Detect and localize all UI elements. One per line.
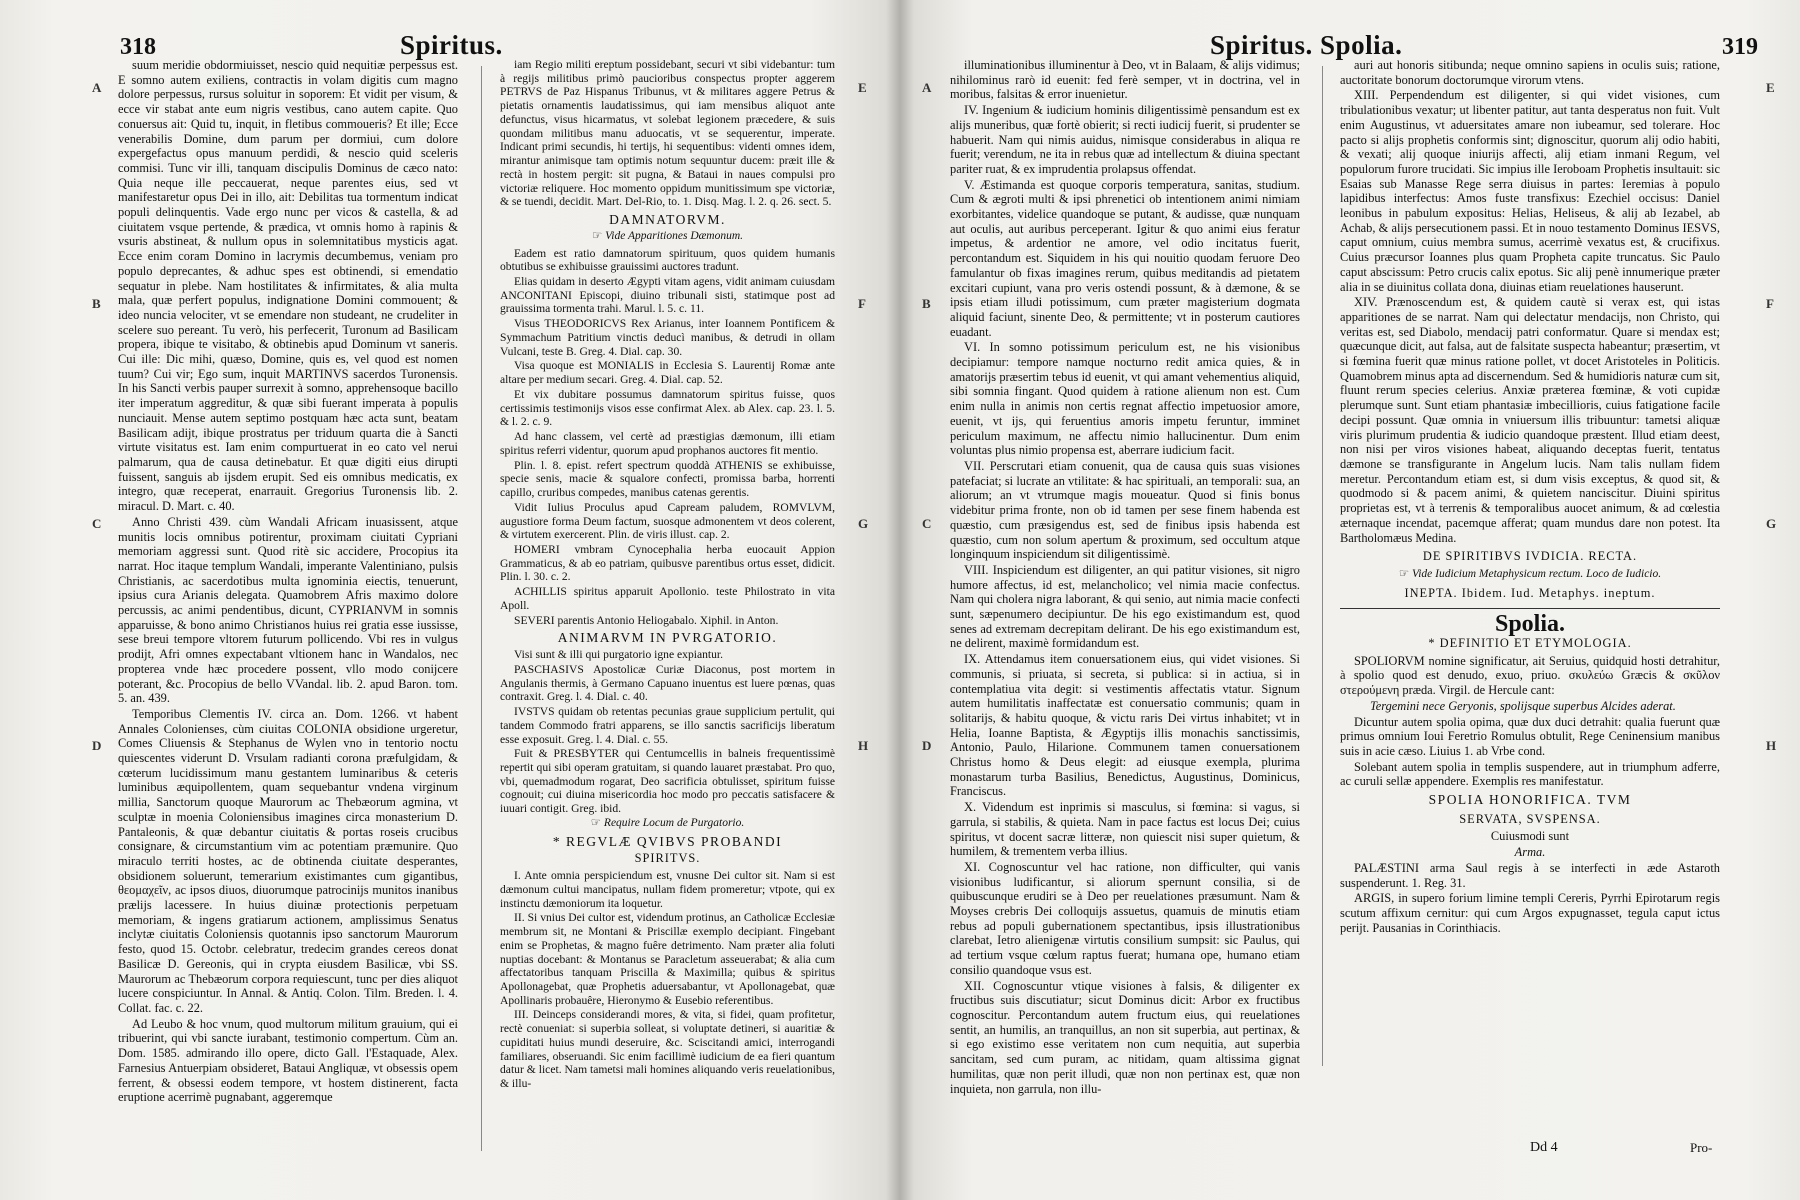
margin-letter: H (1766, 738, 1777, 753)
margin-letter: C (922, 516, 932, 531)
left-column-2 (500, 58, 835, 1092)
page-number-left: 318 (120, 34, 156, 60)
margin-letter: F (1766, 296, 1774, 311)
paragraph: Dicuntur autem spolia opima, quæ dux duci detrahit: qualia fuerunt quæ primus omnium Ioui Feretrio Romulus obtulit, Rege Ceninensium manibus suis in acie cæso. Liuius 1. ab Vrbe cond. (1340, 714, 1720, 758)
section-heading: SERVATA, SVSPENSA. (1459, 811, 1601, 826)
section-heading: SPIRITVS. (634, 851, 701, 866)
paragraph: Visa quoque est MONIALIS in Ecclesia S. Laurentij Romæ ante altare per medium secari. Greg. 4. Dial. cap. 52. (500, 359, 835, 387)
section-heading: INEPTA. Ibidem. Iud. Metaphys. ineptum. (1404, 585, 1656, 600)
paragraph: VI. In somno potissimum periculum est, ne his visionibus decipiamur: tempore namque nocturno redit amica quies, & in amatorijs præsertim tebus id euenit, vt qui amant vehementius aliquid, sibi somnia fingant. Quod quidem à ratione alienum non est. Cum enim nulla in animis non certis regnat affectio impetuosior amore, euenit, vt ijs, qui feruentius amoris impetu feruntur, imminet periculum maximum, ne affectu nimio hallucinentur. Dum enim voluntas plus nimio propensa est, aberrare iudicium facit. (950, 340, 1300, 458)
cross-reference: ☞ Vide Iudicium Metaphysicum rectum. Loco de Iudicio. (1340, 567, 1720, 582)
paragraph: illuminationibus illuminentur à Deo, vt in Balaam, & alijs vidimus; nihilominus rarò id euenit: fed ferè semper, vt in doctrina, vel in moribus, falsitas & error inuenietur. (950, 58, 1300, 102)
paragraph: Vidit Iulius Proculus apud Capream paludem, ROMVLVM, augustiore forma Deum factum, suosque admonentem vt deos colerent, & virtutem exercerent. Plin. de viris illust. cap. 2. (500, 500, 835, 542)
paragraph: Elias quidam in deserto Ægypti vitam agens, vidit animam cuiusdam ANCONITANI Episcopi, diuino tribunali sisti, statimque post ad grauissima tormenta trahi. Marul. l. 5. c. 11. (500, 275, 835, 316)
paragraph: Eadem est ratio damnatorum spirituum, quos quidem humanis obtutibus se exhibuisse grauissimi auctores tradunt. (500, 246, 835, 274)
section-heading: * DEFINITIO ET ETYMOLOGIA. (1428, 636, 1632, 651)
paragraph: II. Si vnius Dei cultor est, videndum protinus, an Catholicæ Ecclesiæ membrum sit, ne Montani & Priscillæ exemplo decipiant. Fingebant enim se Prophetas, & magno fuêre detrimento. Nam præter alia foluti nuptias docebant: & Montanus se Paracletum asseuerabat; & alia cum affectatoribus tanquam Priscilla & Maximilla; quibus & spiritus Apollonagebat, quæ Prophetis aduersabantur, vt Apollonagebat, quæ Apollinaris probauêre, Hieronymo & Eusebio referentibus. (500, 911, 835, 1007)
paragraph: III. Deinceps considerandi mores, & vita, si fidei, quam profitetur, rectè conueniat: si superbia solleat, si voluptate detineri, si auaritiæ & cupiditati huius mundi deseruire, &c. Sciscitandi amici, interrogandi familiares, obseruandi. Sic enim facillimè iudicium de ea fieri quantum datur & licet. Nam tametsi mali homines aliquando veris reuelationibus, & illu- (500, 1008, 835, 1091)
left-column-1 (118, 58, 458, 1106)
paragraph: VIII. Inspiciendum est diligenter, an qui patitur visiones, sit nigro humore affectus, id est, melancholico; vel nimia macie confectus. Nam qui cholera nigra laborant, & qui senio, aut nimia macie confecti sunt, sæpenumero decipiuntur. De his ego existimandum est, quod senes ad extremam decrepitam delirant. De his ego existimandum est, ne delirent, maximè formidandum est. (950, 562, 1300, 651)
margin-letter: B (922, 296, 931, 311)
paragraph: PALÆSTINI arma Saul regis à se interfecti in æde Astaroth suspenderunt. 1. Reg. 31. (1340, 860, 1720, 890)
running-head-right: Spiritus. Spolia. (1210, 30, 1403, 60)
section-heading: DE SPIRITIBVS IVDICIA. RECTA. (1422, 549, 1638, 564)
catchword: Pro- (1690, 1140, 1713, 1155)
margin-letter: A (92, 80, 102, 95)
text-line: Tergemini nece Geryonis, spolijsque superbus Alcides aderat. (1370, 698, 1676, 713)
margin-letter: G (1766, 516, 1777, 531)
paragraph: Temporibus Clementis IV. circa an. Dom. 1266. vt habent Annales Colonienses, cùm ciuitas COLONIA obsidione urgeretur, Comes Cliuensis & Stephanus de Wylen vno in tentorio noctu quiescentes viderunt D. Vrsulam radianti corona præfulgidam, & cœterum lucidissimum manu gestantem luminaribus & ceteris luminibus æquipollentem, quam sequebantur vndena virginum millia, Sanctorum quoque Maurorum ac Thebæorum agmina, vt sculptæ in moenia Coloniensibus imagines circa monasterium D. Pantaleonis, & quæ debantur ciuitatis & portas roseis crucibus consignare, & circumstantium vim ac potentiam præmunire. Quo miraculo territi hostes, ac de obtinenda ciuitate desperantes, obsidionem soluerunt, temerarium existimantes cum gigantibus, θεομαχεῖν, ac ipsos diuos, diuorumque patrocinijs munitos inanibus prælijs lacessere. In huius diuinæ protectionis perpetuam memoriam, & ingens gratiarum actionem, amplissimus Senatus inclytæ ciuitatis Coloniensis quotannis ipso sanctorum Maurorum festo, quod 15. Octobr. celebratur, tredecim grandes cereos donat Basilicæ D. Gereonis, qui in crypta eiusdem Basilicæ, vbi SS. Maurorum ac Thebæorum corpora requiescunt, tunc per dies aliquot lucere conspiciuntur. In Annal. & Antiq. Colon. Tilm. Breden. l. 4. Collat. fac. c. 22. (118, 706, 458, 1015)
paragraph: iam Regio militi ereptum possidebant, securi vt sibi videbantur: tum à regijs militibus primò paucioribus conspectus propter aggerem PETRVS de Paz Hispanus Tribunus, vt & militares aggere Petrus & pietatis ornamentis laudatissimus, qui iam mensibus aliquot ante defunctus, visus hicarmatus, vt solebat legionem præcedere, & suis quondam militibus manu aduocatis, vt se sequerentur, imperate. Indicant primi secundis, hi tertijs, hi sequentibus: videnti omnes idem, mirantur animisque tam optimis notum sequuntur ducem: præit ille & rectà in hostem pergit: sit pugna, & Bataui in naues compulsi pro victoriæ reliquere. Hoc momento oppidum munitissimum spe victoriæ, & se tuendi, decidit. Mart. Del-Rio, to. 1. Disq. Mag. l. 2. q. 26. sect. 5. (500, 58, 835, 209)
paragraph: XIV. Prænoscendum est, & quidem cautè si verax est, qui istas apparitiones de se narrat. Nam qui delectatur mendacijs, non Christo, qui veritas est, sed Diabolo, mendacij patri conformatur. Quare si mendax est; quæcunque dicit, aut falsa, aut de falsitate suspecta habeantur; præsertim, vt si fœmina fuerit quæ minus ratione pollet, vt docet Aristoteles in Politicis. Quamobrem minus apta ad discernendum. Sed & humidioris naturæ cum sit, fluunt rerum species celerius. Anxiæ præterea fœminæ, & voti cupidæ plerumque sunt. Sunt etiam phantasiæ imbecillioris, cuius fatigatione facile decipi possunt. Quæ omnia in vniuersum illis tribuuntur: tametsi aliquæ viris plurimum prudentia & iudicio quandoque præstent. Illud etiam deest, non nisi per viros visiones habeat, aliquando deceptas fuerit, tentatus dæmone se transfigurante in Angelum lucis. Nam talis nullam fidem meretur. Percontandum etiam est, si dum visis exceptus, & quod sit, & quodmodo si & pacem animi, & quietem nanciscitur. Diuini spiritus proprietas est, vt à terrenis & temporalibus auocet animum, & ad cœlestia æternaque incendat, pacemque afferat; quam mundus dare non potest. Ita Bartholomæus Medina. (1340, 295, 1720, 545)
paragraph: Plin. l. 8. epist. refert spectrum quoddà ATHENIS se exhibuisse, specie senis, macie & squalore confecti, promissa barba, horrenti capillo, cruribus compedes, manibus catenas gerentis. (500, 458, 835, 500)
running-head-left: Spiritus. (400, 30, 503, 60)
paragraph: suum meridie obdormiuisset, nescio quid nequitiæ perpessus est. E somno autem exiliens, contractis in volam digitis cum magno dolore perpessus, rursus soluitur in soporem: Et vidit per visum, & ecce vir stabat ante eum nigris vestibus, cano autem capite. Quo conuersus ait: Quid tu, inquit, in fletibus commoueris? Et ille; Ecce venerabilis Domine, dum parum per dormiui, cum dolore expergefactus opus manuum perdidi, & nescio quid sceleris commisi. Tunc vir illi, tanquam discipulis Dominus de cæco nato: Quia neque ille peccauerat, neque parentes eius, sed vt manifestaretur opus Dei in illo, ait: Debilitas tua tormentum indicat populi delinquentis. Vade ergo nunc per vicos & castella, & ad ciuitatem vsque pertende, & prædica, vt omnis homo à rapinis & vsuris abstineat, & nullum opus in solemnitatibus mysticis agat. Ecce enim coram Domino in lacrymis decumbemus, veniam pro populo deprecantes, & adhuc spes est obtinendi, si emendatio sequatur in plebe. Nam hostilitates & infirmitates, & alia multa mala, quæ perfert populus, indignatione Domini commouent; & ideo nuncia velociter, vt se emendare non studeant, ne crudeliter in scelere suo pereant. Tu verò, his perfecerit, Turonum ad Basilicam propera, ibique te visitabo, & obtinebis apud Dominum vt saneris. Cui ille: Dic mihi, quæso, Domine, quis es, vel quod est nomen tuum? Cui vir; Ego sum, inquit MARTINVS sacerdos Turonensis. In his Sancti verbis pauper surrexit à somno, apprehensoque bacillo iter imperatum aggreditur, & quæ sibi fuerant imperata à populis nunciauit. Mense autem septimo postquam hæc acta sunt, beatam Basilicam adijt, ibique prostratus per triduum quarta die à Sancti virtute visitatus est. Iam enim compurtuerat in eo cato vel nerui palmarum, qua de causa detinebatur. Et quæ digiti eius dirupti fuissent, sanguis ab ijsdem erupit. Sed eis omnibus medicatis, ex integro, quæ receperat, enarrauit. Gregorius Turonensis lib. 2. miracul. D. Mart. c. 40. (118, 58, 458, 514)
paragraph: Solebant autem spolia in templis suspendere, aut in triumphum adferre, ac curuli sellæ appendere. Exemplis res manifestatur. (1340, 759, 1720, 789)
paragraph: ARGIS, in supero forium limine templi Cereris, Pyrrhi Epirotarum regis scutum affixum cernitur: qui cum Argos expugnasset, tegula caput ictus perijt. Pausanias in Corinthiacis. (1340, 891, 1720, 935)
section-title: Spolia. (1340, 608, 1720, 632)
right-column-1 (950, 58, 1300, 1097)
paragraph: I. Ante omnia perspiciendum est, vnusne Dei cultor sit. Nam si est dæmonum cultui mancipatus, nullam fidem promeretur; vtpote, qui ex instinctu dæmoniorum ita loquetur. (500, 869, 835, 910)
margin-letter: D (922, 738, 932, 753)
paragraph: ACHILLIS spiritus apparuit Apollonio. teste Philostrato in vita Apoll. (500, 585, 835, 612)
right-column-2 (1340, 58, 1720, 936)
margin-letter: F (858, 296, 866, 311)
text-line: Arma. (1514, 845, 1546, 860)
margin-letter: G (858, 516, 869, 531)
margin-letter: D (92, 738, 102, 753)
margin-letter: C (92, 516, 102, 531)
paragraph: XI. Cognoscuntur vel hac ratione, non difficulter, qui vanis visionibus ludificantur, si aliorum spernunt consilia, si de quibuscunque erudiri se à Deo per reuelationes præsumunt. Nam & Moyses crebris Dei colloquijs assuetus, quamuis de minutis etiam rebus ad populi gubernationem spectantibus, ipsis illustrationibus clarebat, Ietro alienigenæ virtutis consilium sumpsit: sic Paulus, qui ad tertium vsque cœlum raptus fuerat; humana ope, humano etiam consilio quandoque vsus est. (950, 859, 1300, 977)
paragraph: IVSTVS quidam ob retentas pecunias graue supplicium pertulit, qui tandem Commodo fratri apparens, se illo sanctis sacrificijs liberatum esse exposuit. Greg. l. 4. Dial. c. 55. (500, 705, 835, 746)
paragraph: HOMERI vmbram Cynocephalia herba euocauit Appion Grammaticus, & ab eo patriam, quibusve parentibus ortus esset, didicit. Plin. l. 30. c. 2. (500, 542, 835, 584)
signature-mark: Dd 4 (1530, 1140, 1558, 1155)
paragraph: VII. Perscrutari etiam conuenit, qua de causa quis suas visiones patefaciat; si lucrate an vtilitate: & hac spirituali, an temporali: sua, an aliorum; an vt vtrumque magis moueatur. Quod si finis bonus videbitur prima fronte, non ob id tamen per sese finem habenda est quæstio, cum præsigendus est, sed de finibus ipsis habenda est quæstio, cum non solum apertum & proximum, sed occultum atque longinquum inspiciendum sit diligentissimè. (950, 458, 1300, 562)
paragraph: Anno Christi 439. cùm Wandali Africam inuasissent, atque munitis locis omnibus potirentur, proximam ciuitati Cypriani memoriam aggressi sunt. Quod ritè sic accidere, Procopius ita narrat. Hoc itaque templum Wandali, imperante Valentiniano, pulsis Christianis, ac sacerdotibus multa ignominia eiectis, tenuerunt, ipsius cura Arianis delegata. Quamobrem Afris maximo dolore percussis, ac animi pendentibus, dicunt, CYPRIANVM in somnis apparuisse, & bono animo Christianos huius rei gratia esse iussisse, sese breui tempore vltorem futurum pollicendo. Vbi res in vulgus prodijt, Afri omnes expectabant vltionem hanc in Wandalos, nec propterea vnde hæc procedere possent, vllo modo conijcere poterant, &c. Procopius de bello VVandal. lib. 2. apud Baron. tom. 5. an. 439. (118, 514, 458, 706)
text-line: Cuiusmodi sunt (1490, 829, 1570, 844)
paragraph: Visi sunt & illi qui purgatorio igne expiantur. (514, 648, 724, 662)
margin-letter: E (858, 80, 867, 95)
paragraph: Ad Leubo & hoc vnum, quod multorum militum grauium, qui ei tribuerint, qui vbi sancte iurabant, testimonio compertum. Cùm an. Dom. 1585. admirando illo opere, dicto Gall. l'Estaquade, Alex. Farnesius Antuerpiam obsideret, Bataui Angliquæ, vt obsessis opem ferrent, & obsessi eodem tempore, vt hostem distinerent, facta eruptione acerrimè pugnabant, aggeremque (118, 1016, 458, 1105)
paragraph: Ad hanc classem, vel certè ad præstigias dæmonum, illi etiam spiritus referri videntur, quorum apud prophanos auctores fit mentio. (500, 430, 835, 457)
right-page (900, 0, 1800, 1200)
cross-reference: ☞ Vide Apparitiones Dæmonum. (500, 230, 835, 244)
paragraph: IX. Attendamus item conuersationem eius, qui videt visiones. Si communis, si priuata, si secreta, si publica: si in actiua, si in contemplatiua vita degit: si vestimentis affectatis vtatur. Signum autem humilitatis inaffectatæ est conuersatio communis; quam in solitarijs, & habitu quoque, & victu raris Dei virtus inhabitet; vt in Helia, Ioanne Baptista, & Ægyptijs illis monachis sanctissimis, Antonio, Paulo, Hilarione. Communem tamen conuersationem Christus homo & Deus elegit: ad eiusque exempla, plurima monastarum turba Basilius, Benedictus, Augustinus, Dominicus, Franciscus. (950, 652, 1300, 799)
paragraph: V. Æstimanda est quoque corporis temperatura, sanitas, studium. Cum & ægroti multi & ipsi phrenetici ob intentionem animi nimiam exorbitantes, videlice quandoque se putant, & audisse, quæ nunquam aut oculis, aut auribus perceperant. Igitur & quo animi eius feratur impetus, & ardentior ne amore, vel odio incitatus fuerit, percontandum est. Siquidem in his qui nouitio quodam feruore Deo famulantur ob fixas imagines rerum, quibus meditandis ad pietatem excitari cupiunt, vana pro veris ostendi possunt, & à dæmone, & se ipsis etiam illudi potissimum, cum præter magisterium dogmata aliquid faciunt, sinente Deo, & permittente; vt in posterum cautiores euadant. (950, 177, 1300, 339)
column-rule (481, 66, 482, 1151)
paragraph: X. Videndum est inprimis si masculus, si fœmina: si vagus, si garrula, si stabilis, & quieta. Nam in pace factus est locus Dei; cuius spiritus, vt docent sacræ litteræ, non quiescit nisi super quietum, & humilem, & trementem verba illius. (950, 800, 1300, 859)
page-number-right: 319 (1722, 34, 1758, 60)
margin-letter: A (922, 80, 932, 95)
paragraph: XIII. Perpendendum est diligenter, si qui videt visiones, cum tribulationibus vexatur; ut libenter patitur, aut tanta desperatus non fuit. Vult enim Augustinus, vt aduersitates amare non iubeamur, sed tolerare. Hoc pacto si alijs prophetis conformis sint; dignoscitur, quorum alij odio habiti, & vexati; alij quoque iniurijs affecti, alij etiam inmani Regum, vel populorum furore trucidati. Sic impius ille Ieroboam Prophetis insultauit: sic Esaias sub Manasse Rege serra diuisus in partes: Ieremias à populo lapidibus interfectus: Amos fuste transfixus: Ezechiel occisus: Daniel leonibus in pabulum expositus: Helias, Heliseus, & alij ab Iezabel, ab Achab, & alijs persecutionem passi. Et in nouo testamento Dominus IESVS, caput omnium, cuius membra sumus, acerrimè vexatus est, & crucifixus. Cuius præcursor Ioannes plus quam Propheta capite truncatus. Sic Paulo caput abscissum: Petro crucis calix epotus. Sic alij penè innumerique præter alia in se diuinitus collata dona, diuinas etiam reuelationes hauserunt. (1340, 88, 1720, 294)
column-rule (1322, 66, 1323, 1066)
paragraph: XII. Cognoscuntur vtique visiones à falsis, & diligenter ex fructibus suis discutiatur; sicut Dominus dicit: Arbor ex fructibus cognoscitur. Percontandum autem fructum eius, qui reuelationes sentit, an humilis, an tranquillus, an non sit superbia, aut pertinax, & si ego existimo esse veritatem non cum nequitia, aut superbia sancitam, sed cum puram, ac nitidam, quam altissima gignat humilitas, quæ non perit illudi, quæ non non pertinax est, quæ non inquieta, non garrula, non illu- (950, 978, 1300, 1096)
paragraph: SEVERI parentis Antonio Heliogabalo. Xiphil. in Anton. (514, 613, 779, 627)
cross-reference: ☞ Require Locum de Purgatorio. (500, 817, 835, 831)
paragraph: SPOLIORVM nomine significatur, ait Seruius, quidquid hosti detrahitur, à spolio quod est denudo, exuo, priuo. σκυλεύω Græcis & σκῦλον στερούμενη præda. Virgil. de Hercule cant: (1340, 653, 1720, 698)
paragraph: Visus THEODORICVS Rex Arianus, inter Ioannem Pontificem & Symmachum Patritium vinctis deducì manibus, & detrudi in ollam Vulcani, teste B. Greg. 4. Dial. cap. 30. (500, 317, 835, 358)
paragraph: auri aut honoris sitibunda; neque omnino sapiens in oculis suis; ratione, auctoritate bonorum doctorumque virorum vtens. (1340, 58, 1720, 87)
margin-letter: B (92, 296, 101, 311)
paragraph: Et vix dubitare possumus damnatorum spiritus fuisse, quos certissimis testimonijs visos esse confirmat Alex. ab Alex. cap. 23. l. 5. & l. 2. c. 9. (500, 387, 835, 429)
paragraph: IV. Ingenium & iudicium hominis diligentissimè pensandum est ex alijs muneribus, quæ fortè obierit; si recti iudicij fuerit, si prudenter se habuerit. Nam qui nimis auidus, nimisque considerabus in aliqua re fuerit; verendum, ne ita in rebus quæ ad intellectum & diuina spectant pariter ruat, & ex imprudentia prolapsus offendat. (950, 103, 1300, 176)
section-heading: ANIMARVM IN PVRGATORIO. (557, 630, 778, 646)
section-heading: SPOLIA HONORIFICA. TVM (1428, 792, 1632, 808)
section-heading: DAMNATORVM. (609, 212, 726, 228)
section-heading: * REGVLÆ QVIBVS PROBANDI (552, 833, 783, 849)
paragraph: PASCHASIVS Apostolicæ Curiæ Diaconus, post mortem in Angulanis thermis, à Germano Capuano inuentus est luere pœnas, quas contraxit. Greg. l. 4. Dial. c. 40. (500, 662, 835, 704)
margin-letter: E (1766, 80, 1775, 95)
margin-letter: H (858, 738, 869, 753)
paragraph: Fuit & PRESBYTER qui Centumcellis in balneis frequentissimè repertit qui sibi operam gratuitam, si quando lauaret præstabat. Pro quo, vbi, quemadmodum rogarat, Deo sacrificia obtulisset, spiritum fuisse cognouit; cui diuina misericordia hoc modo pro peccatis satisfacere & iuuari contigit. Greg. ibid. (500, 747, 835, 816)
